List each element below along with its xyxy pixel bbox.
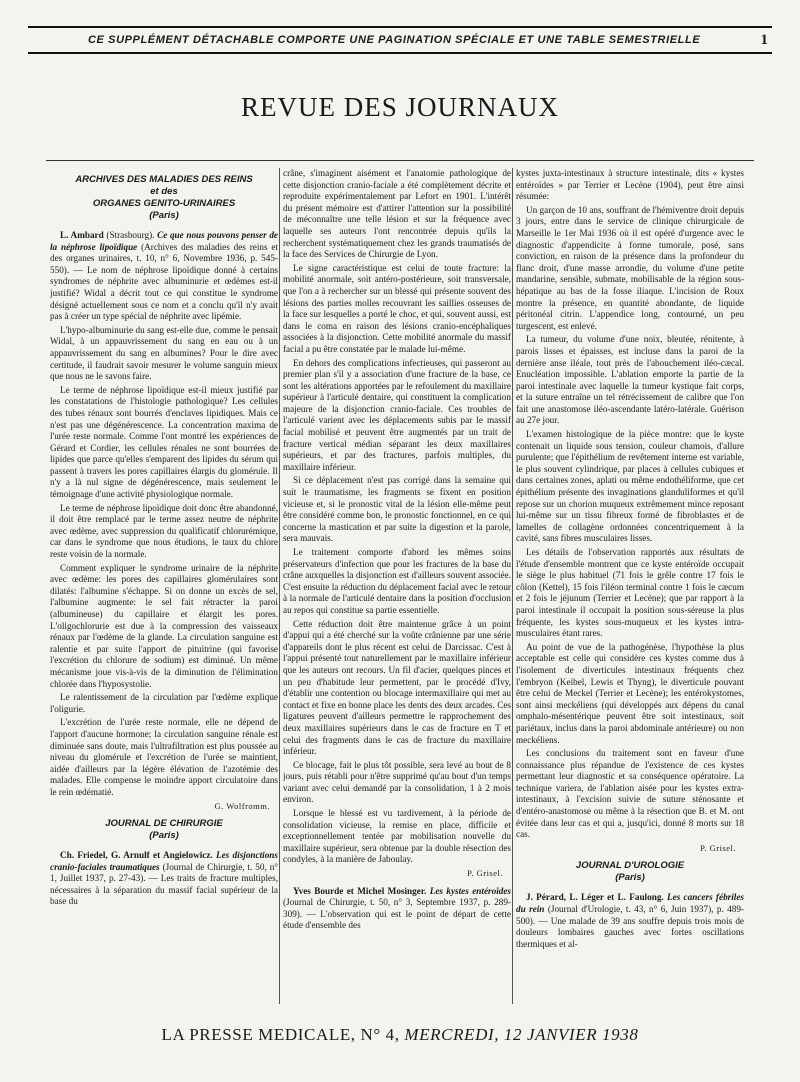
paragraph: L'excrétion de l'urée reste normale, elle ne dépend de l'apport d'aucune hormone; la circulation sanguine rénale est diminuée sans doute, mais l'ultrafiltration est plus poussée au niveau du glomérule et l'excrétion de l'urée se maintient, aidée d'ailleurs par la légère élévation de l'azotémie des malades. Elle compense le moindre apport circulatoire dans le rein œdématié.: [50, 717, 278, 797]
paragraph: La tumeur, du volume d'une noix, bleutée, rénitente, à parois lisses et épaisses, est incluse dans la paroi de la dernière anse iléale, tout près de l'abouchement iléo-cæcal. Enucléation impossible. L'ablation emporte la partie de la paroi intestinale avec laquelle la tumeur kystique fait corps, et la suture entraîne un tel rétrécissement de calibre que l'on fait une anastomose iléo-ascendante latéro-latérale. Guérison au 27e jour.: [516, 334, 744, 426]
section-heading-chirurgie: JOURNAL DE CHIRURGIE (Paris): [105, 818, 223, 842]
paragraph: Si ce déplacement n'est pas corrigé dans la semaine qui suit le traumatisme, les fragments se fixent en position vicieuse et, si le pronostic vital de la lésion elle-même peut être considéré comme bon, le pronostic fonctionnel, en ce qui concerne la mastication et par suite la digestion et la parole, sera mauvais.: [283, 475, 511, 544]
paragraph: Le terme de néphrose lipoïdique doit donc être abandonné, il doit être remplacé par le terme assez neutre de néphrite avec œdème, avec suppression du qualificatif chlorurémique, car dans le syndrome que nous étudions, le taux du chlore reste voisin de la normale.: [50, 502, 278, 560]
paragraph: Ce blocage, fait le plus tôt possible, sera levé au bout de 8 jours, puis rétabli pour n'être supprimé qu'au bout d'un temps variant avec celui demandé par la consolidation, 1 à 2 mois environ.: [283, 759, 511, 805]
paragraph: Les détails de l'observation rapportés aux résultats de l'étude d'ensemble montrent que ce kyste entéroïde occupait le siège le plus habituel (71 fois le grêle contre 17 fois le côlon (Kettel), 15 fois l'iléon terminal contre 1 fois le cæcum et 2 fois le jéjunum (Terrier et Lecène); que par rapport à la paroi intestinale il occupait la position sous-séreuse la plus fréquente, les kystes sous-muqueux et les kystes intra-musculaires étant rares.: [516, 547, 744, 639]
header-banner: [28, 26, 772, 54]
page-footer: [0, 1025, 800, 1045]
footer-journal: LA PRESSE MEDICALE, N° 4,: [161, 1025, 400, 1044]
paragraph: Comment expliquer le syndrome urinaire de la néphrite avec œdème: les pores des capillaires glomérulaires sont dilatés: l'albumine s'échappe. Si on donne un excès de sel, l'albumine augmente: le sel fait rétracter la paroi (albumineuse) du capillaire et élargit les pores. L'oligochlorurie est due à la compression des vaisseaux rénaux par l'œdème de la glande. La circulation sanguine est ralentie et par suite l'apport de pituitrine (qui favorise l'excrétion du chlorure de sodium) est diminué. Un même mécanisme joue vis-à-vis de la diminution de l'élimination chlorée dans l'hyposystolie.: [50, 562, 278, 689]
article-friedel: Ch. Friedel, G. Arnulf et Angielowicz. Les disjonctions cranio-faciales traumatiques (Journal de Chirurgie, t. 50, n° 1, Juillet 1937, p. 27-43). — Les traits de fracture multiples, nécessaires à la séparation du massif facial supérieur de la base du: [50, 850, 278, 907]
page-number: 1: [760, 31, 768, 48]
page-title: REVUE DES JOURNAUX: [240, 92, 559, 122]
signature-wolfromm: G. Wolfromm.: [214, 800, 270, 811]
title-rule: [46, 160, 754, 161]
section-heading-urologie: JOURNAL D'UROLOGIE (Paris): [575, 860, 685, 884]
paragraph: Le terme de néphrose lipoïdique est-il mieux justifié par les constatations de l'histologie pathologique? Les cellules des tubes rénaux sont bourrés d'enclaves lipidiques. Mais ce n'est pas une dégénérescence. La concentration maxima de l'urée reste normale. Comme l'ont montré les expériences de Gérard et Cordier, les cellules rénales ne sont bourrées de lipides que parce qu'elles s'emparent des lipides du sérum qui passent à travers les pores capillaires élargis du glomérule. Il n'y a là nul signe de dégénérescence, mais seulement le témoignage d'une activité physiologique normale.: [50, 384, 278, 500]
paragraph: Un garçon de 10 ans, souffrant de l'hémiventre droit depuis 3 jours, entre dans le service de clinique chirurgicale de Marseille le 1er Mai 1936 où il est opéré d'urgence avec le diagnostic d'appendicite à forme tumorale, posé, sans conviction, en raison de la présence dans la profondeur du flanc droit, d'une masse arrondie, du volume d'une petite mandarine, sensible, submate, mobilisable de la région sous-hépatique au bas de la fosse iliaque. L'incision de Roux montre la présence, en quantité abondante, de liquide péritonéal citrin. L'appendice long, contourné, un peu turgescent, est enlevé.: [516, 204, 744, 331]
paragraph: crâne, s'imaginent aisément et l'anatomie pathologique de cette disjonction cranio-faciale a été complètement décrite et reproduite expérimentalement par Lefort en 1901. L'intérêt du présent mémoire est d'attirer l'attention sur la possibilité de méconnaître une telle lésion et sur la fréquence avec laquelle ses auteurs l'ont rencontrée depuis qu'ils la recherchent systématiquement chez les grands traumatisés de la face des Services de Chirurgie de Lyon.: [283, 168, 511, 260]
paragraph: kystes juxta-intestinaux à structure intestinale, dits « kystes entéroïdes » par Terrier et Lecène (1904), peut être ainsi résumée:: [516, 168, 744, 202]
article-perard: J. Pérard, L. Léger et L. Faulong. Les cancers fébriles du rein (Journal d'Urologie, t. 43, n° 6, Juin 1937), p. 489-500). — Une malade de 39 ans souffre depuis trois mois de douleurs lombaires gauches avec fortes oscillations thermiques et al-: [516, 892, 744, 949]
paragraph: Les conclusions du traitement sont en faveur d'une connaissance plus répandue de l'existence de ces kystes permettant leur diagnostic et sa conséquence opératoire. La technique variera, de l'ablation aisée pour les kystes extra-intestinaux, à l'excision suivie de suture sténosante et d'entéro-anastomose ou même à la résection que B. et M. ont évitée dans leur cas et qui a, jusqu'ici, donné 8 morts sur 18 cas.: [516, 748, 744, 840]
column-divider-2: [512, 168, 513, 1004]
article-ambard: L. Ambard (Strasbourg). Ce que nous pouvons penser de la néphrose lipoïdique (Archives des maladies des reins et des organes urinaires, t. 10, n° 6, Novembre 1936, p. 545-550). — Le nom de néphrose lipoïdique donné à certains syndromes de néphrite avec albuminurie et œdèmes est-il justifié? Widal a décrit tout ce qui constitue le syndrome désigné actuellement sous ce nom et a conclu qu'il n'y avait pas à créer un type spécial de néphrite avec lipémie.: [50, 230, 278, 322]
paragraph: L'examen histologique de la pièce montre: que le kyste contenait un liquide sous tension, couleur chamois, d'allure purulente; que l'épithélium de revêtement interne est variable, le plus souvent cylindrique, par places à cellules cubiques et dans certaines zones, aplati ou même endothéliforme, que cet épithélium présente des invaginations glanduliformes et qu'il repose sur un chorion muqueux extrêmement mince reposant lui-même sur un tissu fibreux formé de fibroblastes et de lamelles de collagène ordonnées concentriquement à la cavité, sans fibres musculaires lisses.: [516, 429, 744, 544]
signature-grisel-2: P. Grisel.: [700, 842, 736, 853]
column-3: [516, 168, 744, 1004]
article-bourde: Yves Bourde et Michel Mosinger. Les kystes entéroïdes (Journal de Chirurgie, t. 50, n° 3, Septembre 1937, p. 289-309). — L'observation qui est le point de départ de cette étude d'ensemble des: [283, 885, 511, 931]
paragraph: Lorsque le blessé est vu tardivement, à la période de consolidation vicieuse, la remise en place, difficile et exceptionnellement tentée par mobilisation nouvelle du maxillaire supérieur, sera obtenue par la double résection des condyles, à la manière de Jaboulay.: [283, 808, 511, 865]
section-heading-reins: ARCHIVES DES MALADIES DES REINS et des ORGANES GENITO-URINAIRES (Paris): [75, 174, 253, 221]
paragraph: Au point de vue de la pathogénèse, l'hypothèse la plus acceptable est celle qui considère ces kystes comme dus à l'isolement de diverticules intestinaux fréquents chez l'embryon (Keibel, Lewis et Thyng), le diverticule pouvant être celui de Meckel (Terrier et Lecène); les entérokystomes, sont ainsi meckéliens (qui développés aux dépens du canal omphalo-mésentérique peuvent être soit intestinaux, soit pariétaux, inclus dans la paroi abdominale antérieure) ou non meckéliens.: [516, 641, 744, 745]
paragraph: Le traitement comporte d'abord les mêmes soins préservateurs d'infection que pour les fractures de la base du crâne auxquelles la disjonction est d'ailleurs souvent associée. C'est ensuite la réduction du déplacement facial avec le retour à la normale de l'articulé dentaire dans la position d'occlusion au repos qui constitue sa partie essentielle.: [283, 547, 511, 615]
column-divider-1: [279, 168, 280, 1004]
footer-date: MERCREDI, 12 JANVIER 1938: [399, 1025, 639, 1044]
paragraph: L'hypo-albuminurie du sang est-elle due, comme le pensait Widal, à un appauvrissement du sang en eau ou à un appauvrissement du sang en albumines? Pour le dire avec certitude, il faudrait savoir mesurer le volume sanguin mieux que nous ne le savons faire.: [50, 324, 278, 382]
signature-grisel: P. Grisel.: [467, 868, 503, 879]
banner-text: CE SUPPLÉMENT DÉTACHABLE COMPORTE UNE PAGINATION SPÉCIALE ET UNE TABLE SEMESTRIELLE: [88, 34, 701, 46]
paragraph: Le signe caractéristique est celui de toute fracture: la mobilité anormale, soit antéro-postérieure, soit transversale, que l'on a à rechercher sur un blessé qui présente souvent des lésions des parties molles recouvrant les saillies osseuses de la face sur lesquelles a porté le choc, et qui, souvent aussi, est dans le coma en raison des lésions cranio-encéphaliques associées à la disjonction. Cette mobilité anormale du massif facial a pu être constatée par le malade lui-même.: [283, 262, 511, 354]
column-2: [283, 168, 511, 1004]
paragraph: Le ralentissement de la circulation par l'œdème explique l'oligurie.: [50, 692, 278, 714]
paragraph: Cette réduction doit être maintenue grâce à un point d'appui qui a été cherché sur la voûte crânienne par une série d'appareils dont le plus récent est celui de Darcissac. C'est à l'appui présenté tout naturellement par le maxillaire inférieur que les auteurs ont recours. Un fil d'acier, quelques pinces et un peu d'habitude leur permettent, par le procédé d'Ivy, d'établir une contention ou blocage intermaxillaire qui met au contact et fixe en bonne place les dents des deux arcades. Ces ligatures peuvent d'ailleurs permettre le rapprochement des deux maxillaires supérieurs dans le cas de fracture en T et celui des fragments dans le cas de fracture du maxillaire inférieur.: [283, 618, 511, 757]
paragraph: En dehors des complications infectieuses, qui passeront au premier plan s'il y a association d'une fracture de la base, ce sont les altérations apportées par le refoulement du maxillaire supérieur à l'articulé dentaire, qui constituent la complication majeure de la disjonction cranio-faciale. Ces troubles de l'articulé varient avec les déplacements subis par le massif facial mobilisé et peuvent être augmentés par un trait de fracture vertical médian séparant les deux maxillaires supérieurs, et par des fractures, parfois multiples, du maxillaire inférieur.: [283, 357, 511, 472]
column-1: [50, 168, 278, 1004]
